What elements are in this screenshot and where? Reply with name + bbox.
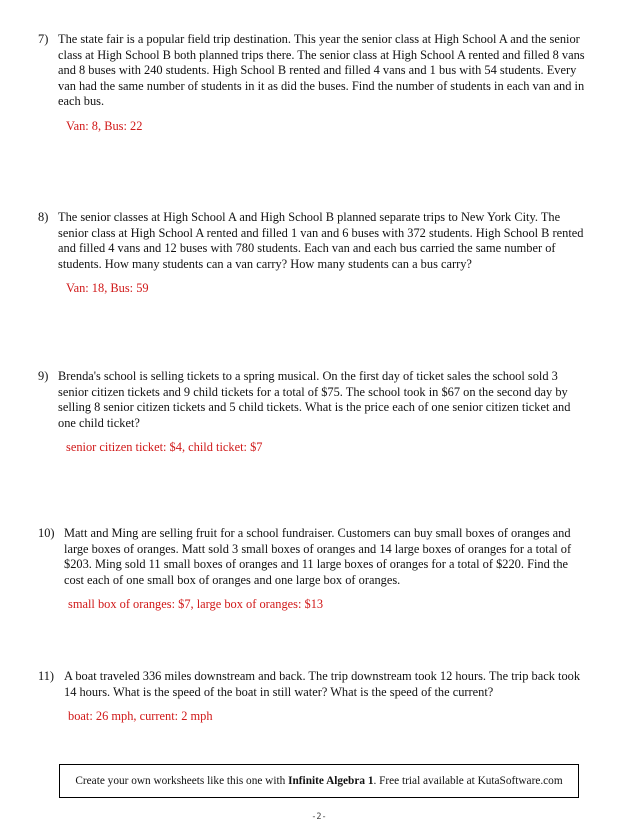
problem-text: Matt and Ming are selling fruit for a school fundraiser. Customers can buy small boxes of oranges and large boxes of oranges. Matt sold 3 small boxes of oranges and 14 large boxes of oranges for a total of $203. Ming sold 11 small boxes of oranges and 11 large boxes of oranges for a total of $220. Find the cost each of one small box of oranges and one large box of oranges. [64,526,572,587]
problem-text: Brenda's school is selling tickets to a spring musical. On the first day of ticket sales the school sold 3 senior citizen tickets and 9 child tickets for a total of $75. The school took in $67 on the second day by selling 8 senior citizen tickets and 5 child tickets. What is the price each of one senior citizen ticket and one child ticket? [58,369,571,430]
answer-text: boat: 26 mph, current: 2 mph [68,709,213,723]
problem-number: 7) [38,32,49,46]
problem-11 [38,669,588,725]
problem-text: A boat traveled 336 miles downstream and back. The trip downstream took 12 hours. The trip back took 14 hours. What is the speed of the boat in still water? What is the speed of the current? [64,669,581,699]
answer-text: Van: 8, Bus: 22 [66,118,143,133]
problem-10 [38,526,588,613]
footer-suffix: . Free trial available at KutaSoftware.com [373,775,563,787]
problem-number: 9) [38,369,49,383]
problem-text: The state fair is a popular field trip destination. This year the senior class at High School A and the senior class at High School B both planned trips there. The senior class at High School A rented and filled 8 vans and 8 buses with 240 students. High School B rented and filled 4 vans and 1 bus with 54 students. Every van had the same number of students in it as did the buses. Find the number of students in each van and in each bus. [58,32,585,108]
footer-prefix: Create your own worksheets like this one with [75,775,286,787]
problem-number: 10) [38,526,55,540]
footer-box [59,764,579,798]
answer-text: senior citizen ticket: $4, child ticket: $7 [66,440,263,454]
footer-product: Infinite Algebra 1 [288,775,374,787]
answer-text: small box of oranges: $7, large box of oranges: $13 [68,597,324,611]
answer-text: Van: 18, Bus: 59 [66,281,149,295]
page-number: -2- [311,812,327,822]
problem-number: 8) [38,210,49,224]
problem-8 [38,210,588,297]
problem-number: 11) [38,669,55,683]
problem-7 [38,32,588,134]
problem-text: The senior classes at High School A and High School B planned separate trips to New York City. The senior class at High School A rented and filled 1 van and 6 buses with 372 students. High School B rented and filled 4 vans and 12 buses with 780 students. Each van and each bus carried the same number of students. How many students can a van carry? How many students can a bus carry? [58,210,584,271]
problem-9 [38,369,588,456]
